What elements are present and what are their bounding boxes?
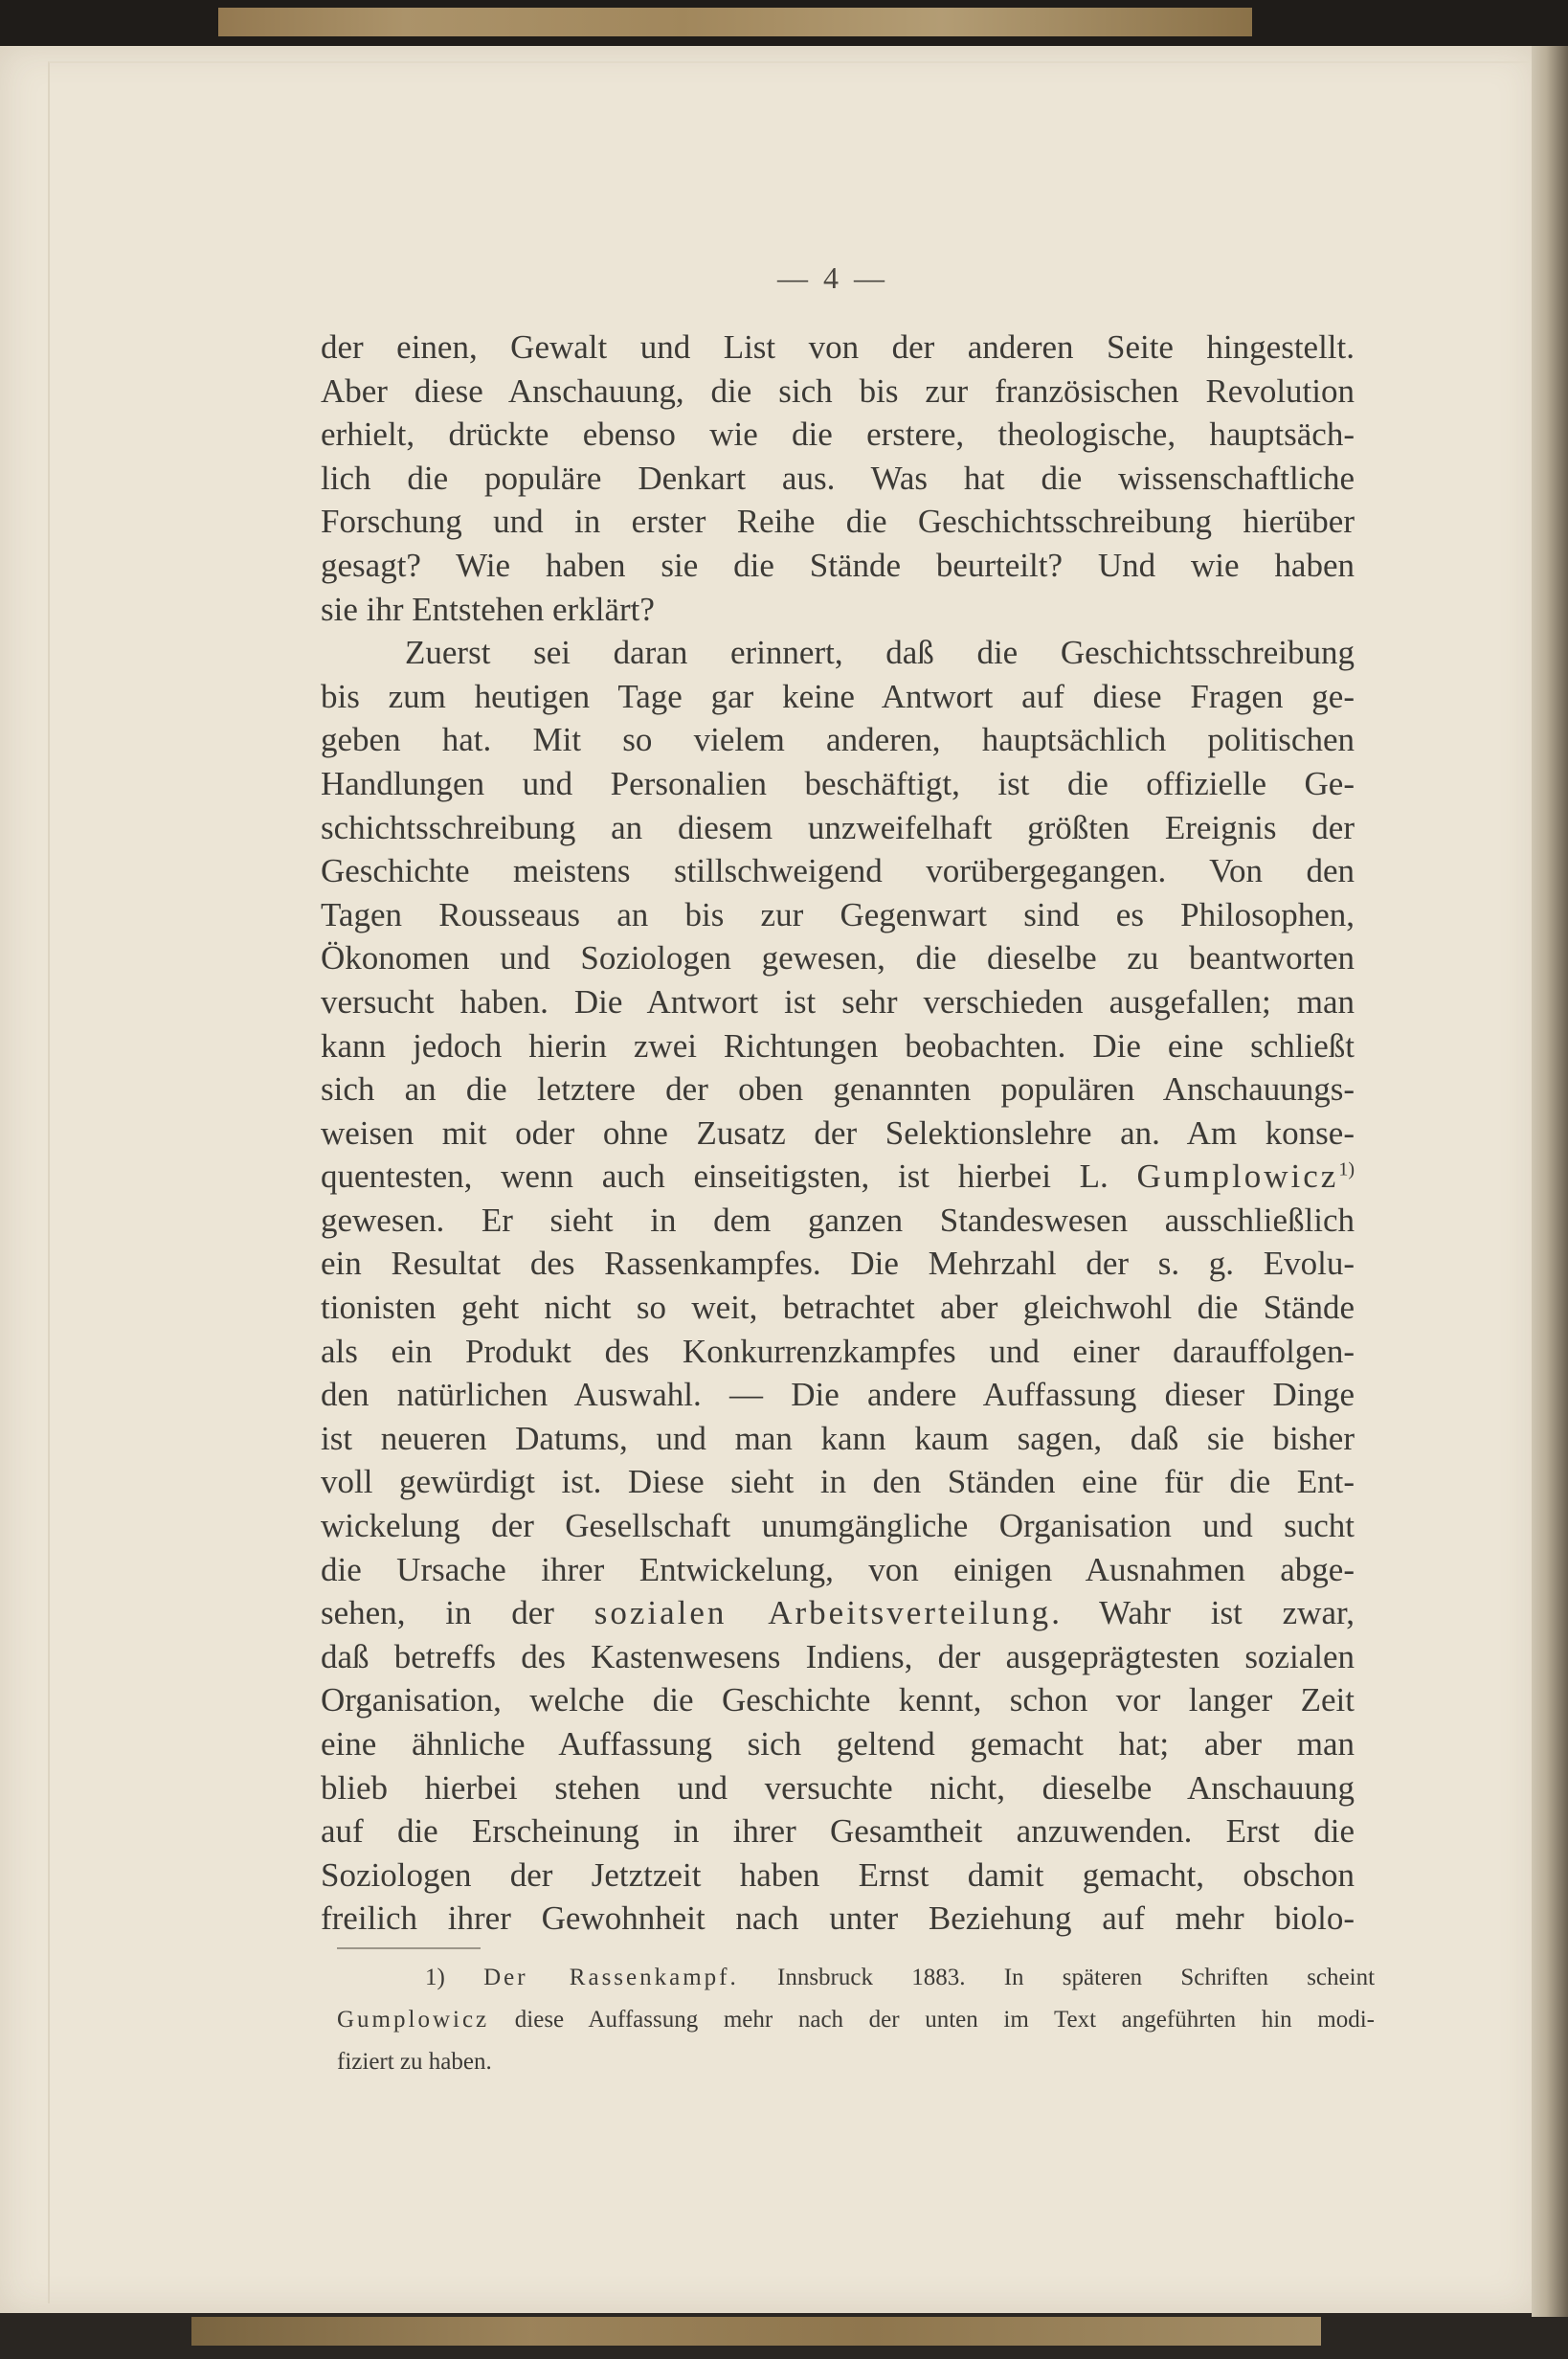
text-line: Geschichte meistens stillschweigend vorübergegangen. Von den	[321, 852, 1355, 890]
text-line: als ein Produkt des Konkurrenzkampfes und einer darauffolgen-	[321, 1332, 1355, 1370]
text-line: Ökonomen und Soziologen gewesen, die dieselbe zu beantworten	[321, 939, 1355, 977]
text-line: bis zum heutigen Tage gar keine Antwort auf diese Fragen ge-	[321, 677, 1355, 715]
text-line: freilich ihrer Gewohnheit nach unter Beziehung auf mehr biolo-	[321, 1899, 1355, 1938]
footnote-text: diese Auffassung mehr nach der unten im Text angeführten hin modi-	[514, 2007, 1376, 2033]
footnote-marker: 1)	[425, 1965, 445, 1990]
footnote-line	[337, 1957, 1375, 1999]
spaced-author-name: Gumplowicz	[1136, 1157, 1339, 1196]
text-line: ein Resultat des Rassenkampfes. Die Mehrzahl der s. g. Evolu-	[321, 1245, 1355, 1283]
text-line: den natürlichen Auswahl. — Die andere Auffassung dieser Dinge	[321, 1376, 1355, 1414]
binding-tape-bottom	[191, 2317, 1321, 2346]
text-line: der einen, Gewalt und List von der anderen Seite hingestellt.	[321, 328, 1355, 366]
text-line: lich die populäre Denkart aus. Was hat die wissenschaftliche	[321, 459, 1355, 497]
text-line: weisen mit oder ohne Zusatz der Selektionslehre an. Am konse-	[321, 1113, 1355, 1152]
text-line: Soziologen der Jetztzeit haben Ernst damit gemacht, obschon	[321, 1855, 1355, 1894]
text-line: kann jedoch hierin zwei Richtungen beobachten. Die eine schließt	[321, 1026, 1355, 1065]
text-line: tionisten geht nicht so weit, betrachtet aber gleichwohl die Stände	[321, 1289, 1355, 1327]
text-line: versucht haben. Die Antwort ist sehr verschieden ausgefallen; man	[321, 982, 1355, 1021]
text-line: wickelung der Gesellschaft unumgängliche Organisation und sucht	[321, 1507, 1355, 1545]
text-line: sich an die letztere der oben genannten populären Anschauungs-	[321, 1070, 1355, 1109]
footnote-divider	[337, 1947, 481, 1949]
text-line: gewesen. Er sieht in dem ganzen Standeswesen ausschließlich	[321, 1201, 1355, 1239]
text-line	[321, 1155, 1355, 1199]
text-line: die Ursache ihrer Entwickelung, von einigen Ausnahmen abge-	[321, 1550, 1355, 1588]
spaced-term: sozialen Arbeitsverteilung	[594, 1594, 1052, 1632]
text-line: Aber diese Anschauung, die sich bis zur französischen Revolution	[321, 371, 1355, 410]
text-fragment: sehen, in der	[321, 1594, 554, 1632]
text-line: Zuerst sei daran erinnert, daß die Geschichtsschreibung	[405, 634, 1355, 672]
text-line: auf die Erscheinung in ihrer Gesamtheit anzuwenden. Erst die	[321, 1812, 1355, 1851]
text-line: voll gewürdigt ist. Diese sieht in den Ständen eine für die Ent-	[321, 1463, 1355, 1501]
footnote-title: Der Rassenkampf.	[483, 1965, 739, 1990]
text-line: Forschung und in erster Reihe die Geschichtsschreibung hierüber	[321, 503, 1355, 541]
text-line: Organisation, welche die Geschichte kennt, schon vor langer Zeit	[321, 1681, 1355, 1719]
footnote-author: Gumplowicz	[337, 2007, 490, 2033]
text-line: gesagt? Wie haben sie die Stände beurteilt? Und wie haben	[321, 546, 1355, 584]
binding-tape-top	[218, 8, 1252, 36]
text-line: eine ähnliche Auffassung sich geltend gemacht hat; aber man	[321, 1725, 1355, 1763]
text-line: Tagen Rousseaus an bis zur Gegenwart sind es Philosophen,	[321, 895, 1355, 933]
page-number: — 4 —	[777, 260, 888, 295]
footnote	[337, 1957, 1375, 2083]
text-line: erhielt, drückte ebenso wie die erstere, theologische, hauptsäch-	[321, 416, 1355, 454]
text-line: ist neueren Datums, und man kann kaum sagen, daß sie bisher	[321, 1419, 1355, 1457]
footnote-text: Innsbruck 1883. In späteren Schriften scheint	[777, 1965, 1376, 1990]
page-right-edge	[1532, 46, 1568, 2317]
text-fragment: . Wahr ist zwar,	[1051, 1594, 1355, 1632]
text-fragment: quentesten, wenn auch einseitigsten, ist hierbei L.	[321, 1157, 1109, 1196]
text-line: blieb hierbei stehen und versuchte nicht, dieselbe Anschauung	[321, 1768, 1355, 1807]
footnote-line	[337, 1999, 1375, 2041]
footnote-reference: 1)	[1338, 1158, 1355, 1180]
text-line: geben hat. Mit so vielem anderen, hauptsächlich politischen	[321, 721, 1355, 759]
text-line: schichtsschreibung an diesem unzweifelhaft größten Ereignis der	[321, 808, 1355, 846]
footnote-line: fiziert zu haben.	[337, 2049, 492, 2075]
text-line: daß betreffs des Kastenwesens Indiens, der ausgeprägtesten sozialen	[321, 1637, 1355, 1675]
text-line	[321, 1591, 1355, 1635]
text-line: sie ihr Entstehen erklärt?	[321, 590, 655, 628]
body-text	[321, 326, 1355, 1941]
text-line: Handlungen und Personalien beschäftigt, ist die offizielle Ge-	[321, 764, 1355, 802]
